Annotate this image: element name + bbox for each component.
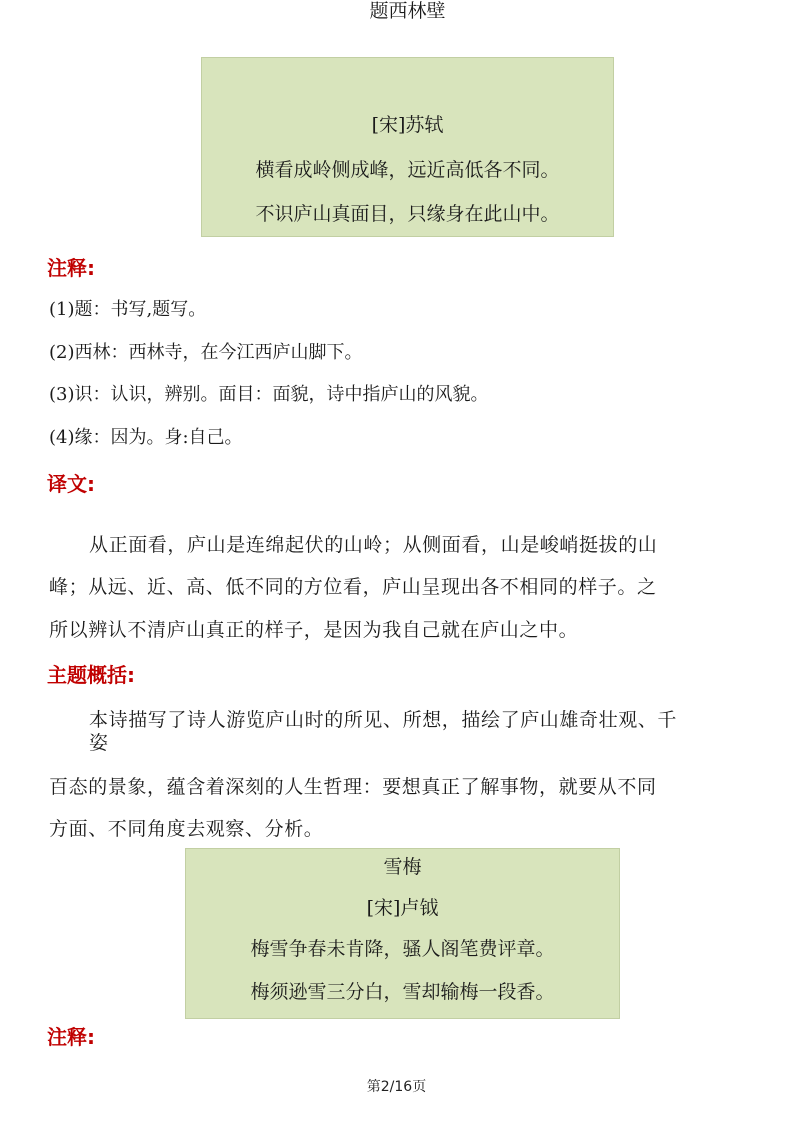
note-item: (4)缘：因为。身:自己。 [49,427,243,448]
translation-line: 从正面看，庐山是连绵起伏的山岭；从侧面看，山是峻峭挺拔的山 [89,534,658,556]
poem-author: [宋]苏轼 [371,114,444,136]
notes-heading-2: 注释: [47,1025,95,1049]
note-item: (2)西林：西林寺，在今江西庐山脚下。 [49,342,363,363]
poem-line-2: 不识庐山真面目，只缘身在此山中。 [255,203,560,225]
poem-author: [宋]卢钺 [366,897,439,919]
theme-line: 本诗描写了诗人游览庐山时的所见、所想，描绘了庐山雄奇壮观、千 [89,709,678,731]
poem-title: 雪梅 [383,856,422,878]
theme-heading: 主题概括: [47,663,135,687]
poem-line-1: 梅雪争春未肯降，骚人阁笔费评章。 [250,938,555,960]
theme-line: 方面、不同角度去观察、分析。 [49,818,324,840]
poem-box-2 [185,848,620,1019]
page-number: 第2/16页 [366,1079,427,1095]
translation-line: 峰；从远、近、高、低不同的方位看，庐山呈现出各不相同的样子。之 [49,576,657,598]
translation-heading: 译文: [47,472,95,496]
poem-box-1 [201,0,614,237]
note-item: (1)题：书写,题写。 [49,299,207,320]
notes-heading: 注释: [47,256,95,280]
theme-line: 姿 [89,732,109,754]
theme-line: 百态的景象，蕴含着深刻的人生哲理：要想真正了解事物，就要从不同 [49,776,657,798]
poem-line-2: 梅须逊雪三分白，雪却输梅一段香。 [250,981,555,1003]
poem-title: 题西林壁 [369,0,446,22]
note-item: (3)识：认识，辨别。面目：面貌，诗中指庐山的风貌。 [49,384,489,405]
poem-line-1: 横看成岭侧成峰，远近高低各不同。 [255,159,560,181]
translation-line: 所以辨认不清庐山真正的样子，是因为我自己就在庐山之中。 [49,619,579,641]
